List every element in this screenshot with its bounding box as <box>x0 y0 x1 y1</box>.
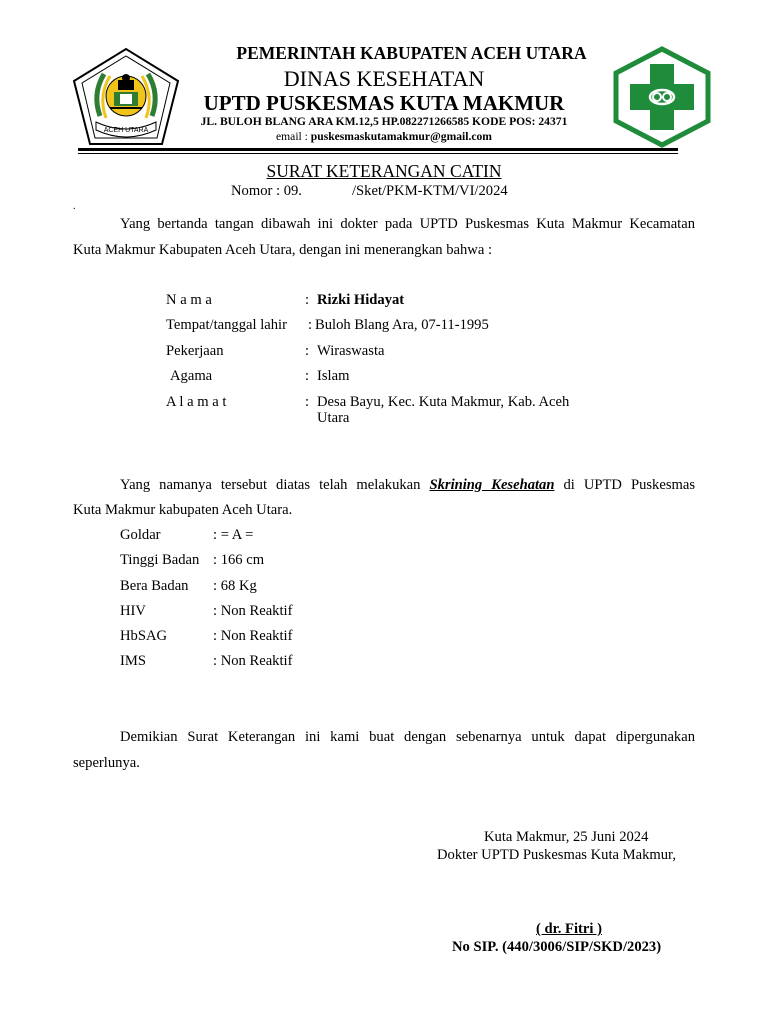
nomor-suffix: /Sket/PKM-KTM/VI/2024 <box>352 183 508 199</box>
identity-value-alamat-2: Utara <box>317 410 350 426</box>
signature-sip: No SIP. (440/3006/SIP/SKD/2023) <box>452 939 662 955</box>
result-label-goldar: Goldar <box>120 527 161 543</box>
kop-email-address: puskesmaskutamakmur@gmail.com <box>310 130 492 143</box>
screening-before: Yang namanya tersebut diatas telah melakukan <box>120 477 421 493</box>
identity-value-agama: Islam <box>317 368 350 384</box>
kop-divider-thick <box>78 148 678 151</box>
screening-line-1 <box>120 477 695 494</box>
letter-title: SURAT KETERANGAN CATIN <box>266 161 502 181</box>
identity-sep-alamat: : <box>305 394 310 410</box>
identity-label-nama: N a m a <box>166 292 212 308</box>
identity-sep-agama: : <box>305 368 310 384</box>
kop-dinas: DINAS KESEHATAN <box>283 66 485 91</box>
result-label-ims: IMS <box>120 653 146 669</box>
result-label-hiv: HIV <box>120 603 146 619</box>
stray-mark: . <box>73 201 76 212</box>
identity-label-ttl: Tempat/tanggal lahir <box>166 317 287 333</box>
identity-value-ttl: Buloh Blang Ara, 07-11-1995 <box>315 317 489 333</box>
result-value-berat: : 68 Kg <box>213 578 257 594</box>
result-value-hiv: : Non Reaktif <box>213 603 293 619</box>
identity-value-alamat: Desa Bayu, Kec. Kuta Makmur, Kab. Aceh <box>317 394 570 410</box>
kop-email <box>0 130 768 143</box>
identity-sep-ttl: : <box>308 317 313 333</box>
identity-sep-pekerjaan: : <box>305 343 310 359</box>
intro-line-1: Yang bertanda tangan dibawah ini dokter pada UPTD Puskesmas Kuta Makmur Kecamatan <box>120 216 695 232</box>
emblem-ribbon-text: ACEH UTARA <box>103 127 149 134</box>
result-label-hbsag: HbSAG <box>120 628 168 644</box>
identity-sep-nama: : <box>305 292 310 308</box>
closing-line-1: Demikian Surat Keterangan ini kami buat dengan sebenarnya untuk dapat dipergunakan <box>120 729 695 745</box>
result-label-tinggi: Tinggi Badan <box>120 552 200 568</box>
kop-pemerintah: PEMERINTAH KABUPATEN ACEH UTARA <box>236 43 587 63</box>
screening-line-2: Kuta Makmur kabupaten Aceh Utara. <box>73 502 293 518</box>
result-value-hbsag: : Non Reaktif <box>213 628 293 644</box>
intro-line-2: Kuta Makmur Kabupaten Aceh Utara, dengan ini menerangkan bahwa : <box>73 242 493 258</box>
identity-label-agama: Agama <box>170 368 213 384</box>
result-value-goldar: : = A = <box>213 527 254 543</box>
result-label-berat: Bera Badan <box>120 578 189 594</box>
kop-divider-thin <box>78 153 678 154</box>
nomor-label: Nomor : 09. <box>231 183 302 199</box>
identity-label-pekerjaan: Pekerjaan <box>166 343 224 359</box>
signature-position: Dokter UPTD Puskesmas Kuta Makmur, <box>437 847 676 863</box>
screening-highlight: Skrining Kesehatan <box>429 477 555 493</box>
signature-name: ( dr. Fitri ) <box>536 921 602 937</box>
result-value-ims: : Non Reaktif <box>213 653 293 669</box>
kop-email-label: email : <box>276 130 308 143</box>
screening-after: di UPTD Puskesmas <box>563 477 696 493</box>
identity-label-alamat: A l a m a t <box>166 394 227 410</box>
signature-place-date: Kuta Makmur, 25 Juni 2024 <box>484 829 649 845</box>
identity-value-nama: Rizki Hidayat <box>317 292 405 308</box>
identity-value-pekerjaan: Wiraswasta <box>317 343 385 359</box>
kop-address: JL. BULOH BLANG ARA KM.12,5 HP.082271266585 KODE POS: 24371 <box>200 115 568 128</box>
kop-uptd: UPTD PUSKESMAS KUTA MAKMUR <box>203 91 565 115</box>
result-value-tinggi: : 166 cm <box>213 552 265 568</box>
letter-nomor <box>231 183 302 200</box>
closing-line-2: seperlunya. <box>73 755 140 771</box>
